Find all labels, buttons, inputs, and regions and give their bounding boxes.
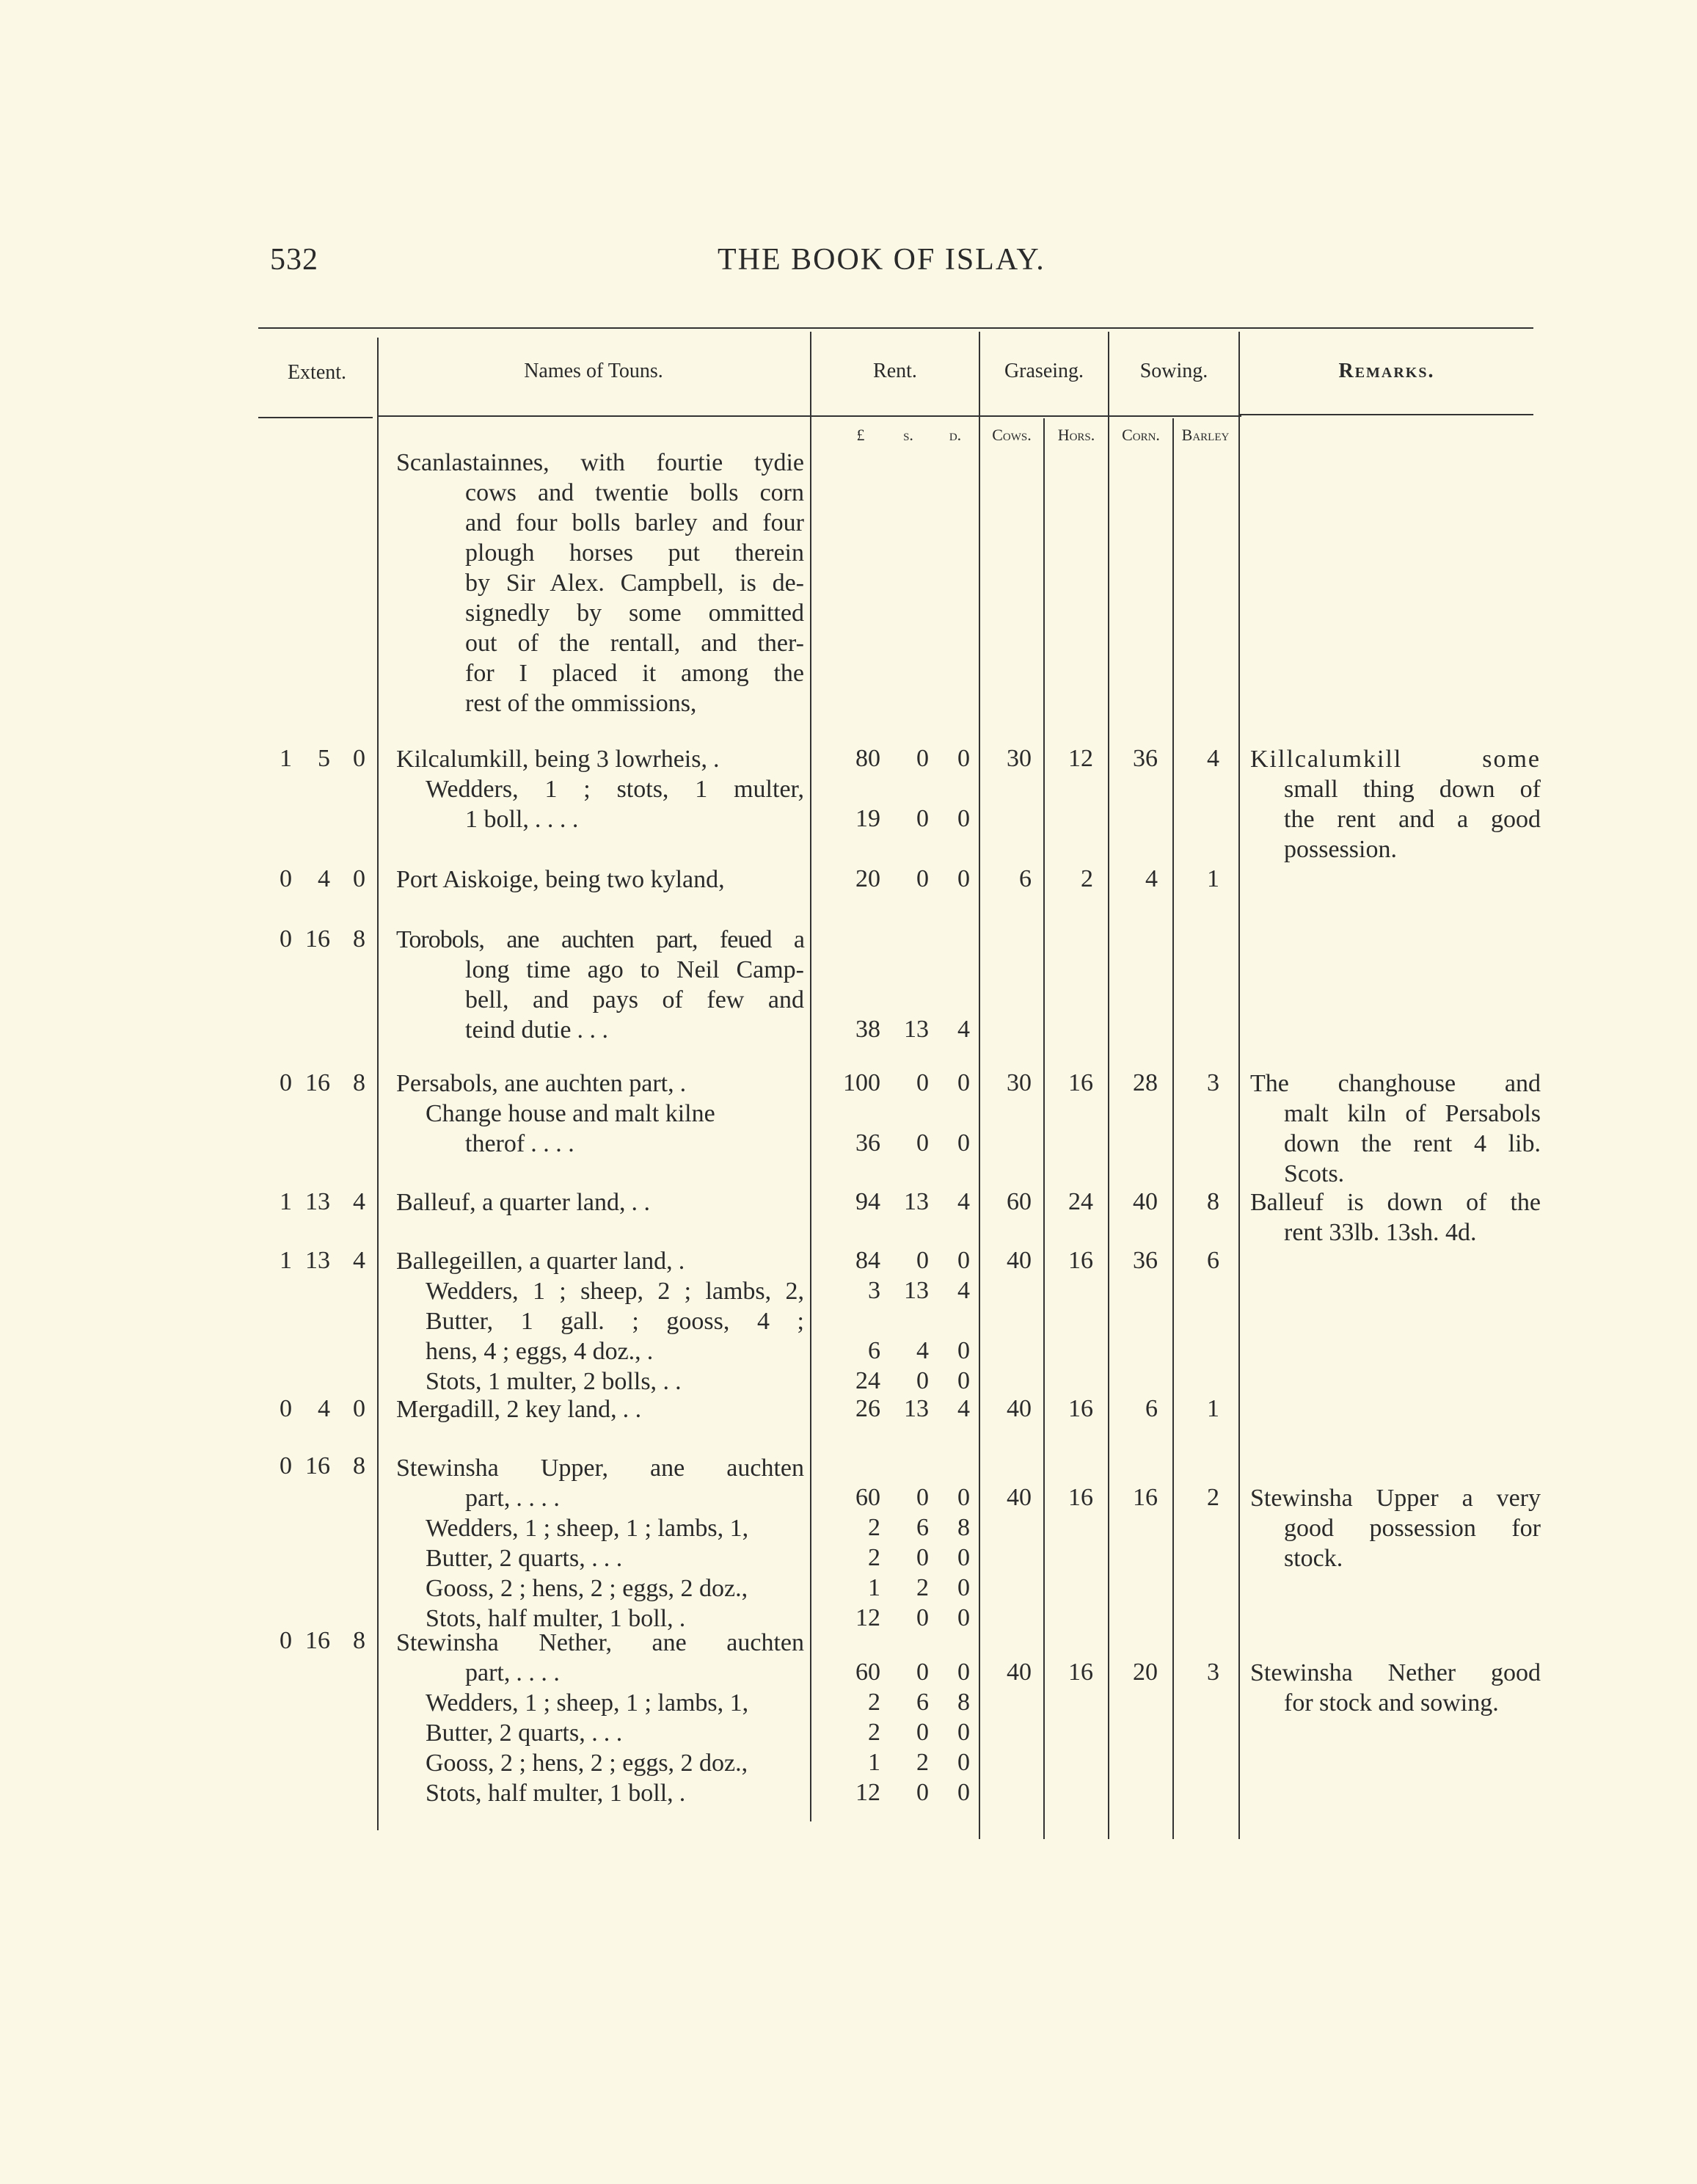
name-line: hens, 4 ; eggs, 4 doz.,: [426, 1338, 641, 1365]
col-names: Names of Touns.: [524, 360, 663, 382]
corn-port-aiskoige: 4: [1145, 865, 1158, 892]
cows-kilcalumkill: 30: [1007, 745, 1032, 772]
leader-dots: . . . .: [516, 1659, 560, 1686]
remark-stewinsha-nether: Stewinsha Nether good for stock and sowing.: [1250, 1659, 1541, 1717]
barley-mergadill: 1: [1207, 1395, 1219, 1422]
rule-between-corn-barley: [1172, 418, 1174, 1839]
leader-dots: . . . .: [534, 806, 579, 833]
leader-dots: .: [679, 1070, 687, 1097]
cows-port-aiskoige: 6: [1019, 865, 1032, 892]
sub-shillings: s.: [903, 426, 913, 444]
sub-pence: d.: [949, 426, 962, 444]
leader-dots: .: [679, 1605, 686, 1632]
rent-persabols-1: 100 0 0: [843, 1069, 970, 1096]
hors-persabols: 16: [1068, 1069, 1093, 1096]
name-line: long time ago to Neil Camp-: [465, 956, 804, 983]
col-rent: Rent.: [873, 360, 917, 382]
leader-dots: .: [679, 1780, 686, 1807]
rent-kilcalumkill-1: 80 0 0: [855, 745, 970, 772]
extent-torobols: 0 16 8: [280, 925, 365, 953]
corn-balleuf: 40: [1133, 1188, 1158, 1215]
top-rule: [258, 327, 1533, 329]
leader-dots: . .: [631, 1189, 650, 1216]
hors-mergadill: 16: [1068, 1395, 1093, 1422]
name-line: part,: [465, 1485, 511, 1512]
name-line: 1 boll,: [465, 806, 529, 833]
leader-dots: . . .: [577, 1016, 608, 1044]
hors-ballegeillen: 16: [1068, 1247, 1093, 1274]
entry-ballegeillen: [396, 1246, 804, 1397]
hors-port-aiskoige: 2: [1081, 865, 1093, 892]
rule-after-names: [810, 332, 811, 1821]
name-line: Balleuf, a quarter land,: [396, 1189, 626, 1216]
remark-kilcalumkill: Killcalumkill some small thing down of the rent and a good possession.: [1250, 746, 1541, 863]
sub-cows: Cows.: [992, 426, 1032, 444]
header-rule-remarks: [1240, 414, 1533, 415]
rent-ballegeillen-1: 84 0 0: [855, 1247, 970, 1274]
name-line: Stots, half multer, 1 boll,: [426, 1605, 674, 1632]
rent-stewinsha-nether-5: 1 2 0: [868, 1749, 970, 1776]
name-line: signedly by some ommitted: [465, 600, 804, 627]
name-line: part,: [465, 1659, 511, 1686]
rule-after-extent: [377, 338, 379, 1830]
name-line: therof: [465, 1130, 525, 1157]
entry-stewinsha-nether: [396, 1628, 804, 1808]
entry-stewinsha-upper: [396, 1453, 804, 1634]
name-line: Ballegeillen, a quarter land,: [396, 1248, 673, 1275]
entry-mergadill: [396, 1394, 804, 1424]
rent-persabols-2: 36 0 0: [855, 1129, 970, 1157]
extent-persabols: 0 16 8: [280, 1069, 365, 1096]
leader-dots: .: [713, 746, 720, 773]
name-line: for I placed it among the: [465, 660, 804, 687]
sub-corn: Corn.: [1122, 426, 1160, 444]
sub-pounds: £: [856, 426, 865, 444]
entry-balleuf: [396, 1187, 804, 1217]
sub-barley: Barley: [1181, 426, 1230, 444]
name-line: Stots, half multer, 1 boll,: [426, 1780, 674, 1807]
entry-torobols: [396, 925, 804, 1045]
rent-stewinsha-nether-3: 2 6 8: [868, 1689, 970, 1716]
sub-hors: Hors.: [1057, 426, 1095, 444]
barley-stewinsha-nether: 3: [1207, 1659, 1219, 1686]
name-line: by Sir Alex. Campbell, is de-: [465, 569, 804, 597]
hors-stewinsha-upper: 16: [1068, 1484, 1093, 1511]
name-line: Scanlastainnes, with fourtie tydie: [396, 449, 804, 476]
rent-stewinsha-upper-6: 12 0 0: [855, 1604, 970, 1631]
name-line: Gooss, 2 ; hens, 2 ; eggs, 2 doz.,: [426, 1575, 748, 1602]
hors-stewinsha-nether: 16: [1068, 1659, 1093, 1686]
rent-balleuf: 94 13 4: [855, 1188, 970, 1215]
rent-stewinsha-nether-2: 60 0 0: [855, 1659, 970, 1686]
extent-stewinsha-nether: 0 16 8: [280, 1627, 365, 1654]
entry-port-aiskoige: [396, 864, 804, 895]
barley-balleuf: 8: [1207, 1188, 1219, 1215]
barley-port-aiskoige: 1: [1207, 865, 1219, 892]
rent-ballegeillen-4: 6 4 0: [868, 1337, 970, 1364]
page-number: 532: [270, 243, 318, 277]
col-sowing: Sowing.: [1139, 360, 1208, 382]
name-line: and four bolls barley and four: [465, 509, 804, 536]
name-line: bell, and pays of few and: [465, 986, 804, 1013]
cows-ballegeillen: 40: [1007, 1247, 1032, 1274]
leader-dots: . . . .: [530, 1130, 574, 1157]
cows-stewinsha-upper: 40: [1007, 1484, 1032, 1511]
barley-stewinsha-upper: 2: [1207, 1484, 1219, 1511]
rent-kilcalumkill-2: 19 0 0: [855, 805, 970, 832]
name-line: Wedders, 1 ; sheep, 1 ; lambs, 1,: [426, 1515, 749, 1542]
name-line: rest of the ommissions,: [465, 690, 697, 717]
extent-port-aiskoige: 0 4 0: [280, 865, 365, 892]
extent-stewinsha-upper: 0 16 8: [280, 1452, 365, 1479]
name-line: teind dutie: [465, 1016, 572, 1044]
remark-persabols: The changhouse and malt kiln of Persabols down the rent 4 lib. Scots.: [1250, 1070, 1541, 1187]
header-rule-extent: [258, 417, 373, 418]
leader-dots: .: [678, 1248, 685, 1275]
leader-dots: . .: [622, 1396, 642, 1423]
name-line: Butter, 2 quarts, .: [426, 1719, 598, 1747]
rent-stewinsha-upper-3: 2 6 8: [868, 1514, 970, 1541]
col-graseing: Graseing.: [1004, 360, 1084, 382]
leader-dots: . .: [603, 1545, 623, 1572]
cows-balleuf: 60: [1007, 1188, 1032, 1215]
col-extent: Extent.: [287, 361, 347, 384]
rent-stewinsha-upper-5: 1 2 0: [868, 1574, 970, 1601]
remark-balleuf: Balleuf is down of the rent 33lb. 13sh. 4d.: [1250, 1189, 1541, 1246]
name-line: Kilcalumkill, being 3 lowrheis,: [396, 746, 707, 773]
name-line: Butter, 2 quarts, .: [426, 1545, 598, 1572]
rule-after-graseing: [1108, 332, 1109, 1839]
rent-stewinsha-upper-2: 60 0 0: [855, 1484, 970, 1511]
name-line: Wedders, 1 ; stots, 1 multer,: [426, 776, 804, 803]
rule-after-sowing: [1238, 332, 1240, 1839]
entry-scanlastainnes: [396, 448, 804, 718]
name-line: Stewinsha Nether, ane auchten: [396, 1629, 804, 1656]
leader-dots: .: [675, 1368, 682, 1395]
barley-ballegeillen: 6: [1207, 1247, 1219, 1274]
extent-balleuf: 1 13 4: [280, 1188, 365, 1215]
cows-persabols: 30: [1007, 1069, 1032, 1096]
rent-stewinsha-nether-6: 12 0 0: [855, 1779, 970, 1806]
name-line: Wedders, 1 ; sheep, 2 ; lambs, 2,: [426, 1278, 804, 1305]
running-title: THE BOOK OF ISLAY.: [718, 243, 1045, 277]
rent-ballegeillen-2: 3 13 4: [868, 1277, 970, 1304]
rent-stewinsha-nether-4: 2 0 0: [868, 1719, 970, 1746]
corn-mergadill: 6: [1145, 1395, 1158, 1422]
extent-kilcalumkill: 1 5 0: [280, 745, 365, 772]
rent-port-aiskoige: 20 0 0: [855, 865, 970, 892]
corn-stewinsha-upper: 16: [1133, 1484, 1158, 1511]
name-line: Butter, 1 gall. ; gooss, 4 ;: [426, 1308, 804, 1335]
barley-persabols: 3: [1207, 1069, 1219, 1096]
cows-stewinsha-nether: 40: [1007, 1659, 1032, 1686]
rent-ballegeillen-5: 24 0 0: [855, 1367, 970, 1394]
name-line: Mergadill, 2 key land,: [396, 1396, 617, 1423]
entry-persabols: [396, 1069, 804, 1159]
leader-dots: .: [646, 1338, 654, 1365]
name-line: Wedders, 1 ; sheep, 1 ; lambs, 1,: [426, 1689, 749, 1717]
entry-kilcalumkill: [396, 744, 804, 834]
hors-balleuf: 24: [1068, 1188, 1093, 1215]
rent-mergadill: 26 13 4: [855, 1395, 970, 1422]
corn-persabols: 28: [1133, 1069, 1158, 1096]
hors-kilcalumkill: 12: [1068, 745, 1093, 772]
name-line: Persabols, ane auchten part,: [396, 1070, 674, 1097]
cows-mergadill: 40: [1007, 1395, 1032, 1422]
rule-after-rent: [979, 332, 980, 1839]
leader-dots: . .: [603, 1719, 623, 1747]
name-line: out of the rentall, and ther-: [465, 630, 804, 657]
name-line: plough horses put therein: [465, 539, 804, 567]
leader-dots: . . . .: [516, 1485, 560, 1512]
barley-kilcalumkill: 4: [1207, 745, 1219, 772]
name-line: Port Aiskoige, being two kyland,: [396, 866, 725, 893]
corn-stewinsha-nether: 20: [1133, 1659, 1158, 1686]
extent-mergadill: 0 4 0: [280, 1395, 365, 1422]
rent-torobols: 38 13 4: [855, 1016, 970, 1043]
name-line: Stewinsha Upper, ane auchten: [396, 1455, 804, 1482]
col-remarks: Remarks.: [1338, 360, 1435, 382]
name-line: Torobols, ane auchten part, feued a: [396, 926, 804, 953]
extent-ballegeillen: 1 13 4: [280, 1247, 365, 1274]
remark-stewinsha-upper: Stewinsha Upper a very good possession for stock.: [1250, 1485, 1541, 1572]
name-line: Stots, 1 multer, 2 bolls, .: [426, 1368, 670, 1395]
corn-kilcalumkill: 36: [1133, 745, 1158, 772]
rule-between-cows-hors: [1043, 418, 1045, 1839]
name-line: cows and twentie bolls corn: [465, 479, 804, 506]
rent-stewinsha-upper-4: 2 0 0: [868, 1544, 970, 1571]
corn-ballegeillen: 36: [1133, 1247, 1158, 1274]
name-line: Change house and malt kilne: [426, 1100, 715, 1127]
name-line: Gooss, 2 ; hens, 2 ; eggs, 2 doz.,: [426, 1750, 748, 1777]
